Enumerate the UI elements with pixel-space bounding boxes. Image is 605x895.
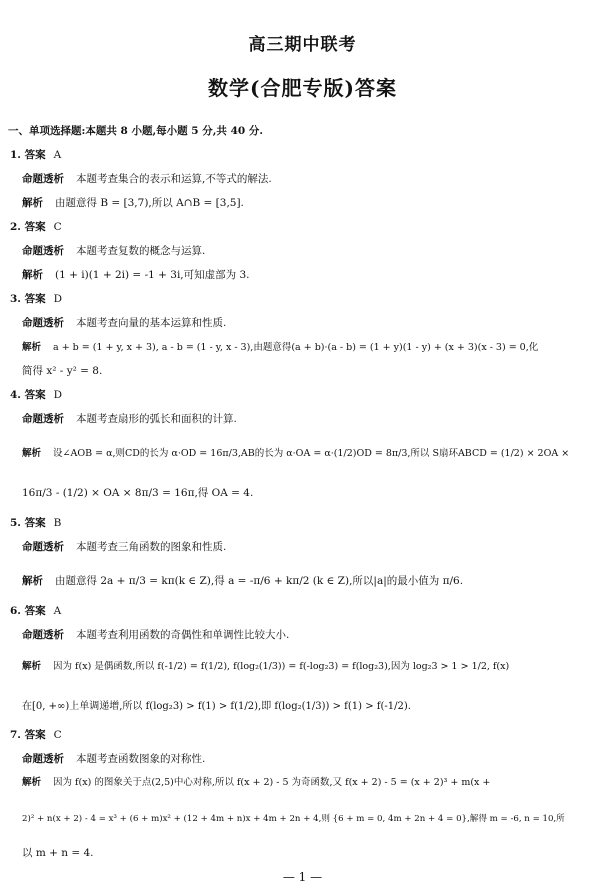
question-3-analysis: 解析 a + b = (1 + y, x + 3), a - b = (1 - y, x - 3),由题意得(a + b)·(a - b) = (1 + y)(1 - y) + (x + 3)(x - 3) = 0,化: [22, 342, 539, 353]
question-1-answer: 1. 答案 A: [10, 149, 62, 161]
question-6-answer: 6. 答案 A: [10, 605, 62, 617]
question-1-intent: 命题透析 本题考查集合的表示和运算,不等式的解法.: [22, 173, 272, 185]
question-7-analysis-continued: 2)² + n(x + 2) - 4 = x³ + (6 + m)x² + (12 + 4m + n)x + 4m + 2n + 4,则 {6 + m = 0, 4m + 2n + 4 = 0},解得 m = -6, n = 10,所: [22, 814, 565, 824]
question-5-intent: 命题透析 本题考查三角函数的图象和性质.: [22, 541, 227, 553]
document-subtitle: 数学(合肥专版)答案: [208, 76, 397, 100]
page-number: — 1 —: [282, 870, 323, 884]
question-4-intent: 命题透析 本题考查扇形的弧长和面积的计算.: [22, 413, 237, 425]
question-3-analysis-continued: 简得 x² - y² = 8.: [22, 365, 103, 377]
question-6-analysis: 解析 因为 f(x) 是偶函数,所以 f(-1/2) = f(1/2), f(log₂(1/3)) = f(-log₂3) = f(log₂3),因为 log₂3 > 1 > 1/2, f(x): [22, 661, 510, 672]
question-3-answer: 3. 答案 D: [10, 293, 63, 305]
question-7-analysis: 解析 因为 f(x) 的图象关于点(2,5)中心对称,所以 f(x + 2) - 5 为奇函数,又 f(x + 2) - 5 = (x + 2)³ + m(x +: [22, 777, 491, 788]
document-title: 高三期中联考: [248, 35, 357, 55]
question-2-analysis: 解析 (1 + i)(1 + 2i) = -1 + 3i,可知虚部为 3.: [22, 269, 250, 281]
question-2-intent: 命题透析 本题考查复数的概念与运算.: [22, 245, 206, 257]
section-heading: 一、单项选择题:本题共 8 小题,每小题 5 分,共 40 分.: [8, 125, 263, 137]
question-1-analysis: 解析 由题意得 B = [3,7),所以 A∩B = [3,5].: [22, 197, 244, 209]
question-5-analysis: 解析 由题意得 2a + π/3 = kπ(k ∈ Z),得 a = -π/6 + kπ/2 (k ∈ Z),所以|a|的最小值为 π/6.: [22, 575, 464, 587]
question-2-answer: 2. 答案 C: [10, 221, 62, 233]
question-4-answer: 4. 答案 D: [10, 389, 63, 401]
question-5-answer: 5. 答案 B: [10, 517, 62, 529]
question-4-analysis-continued: 16π/3 - (1/2) × OA × 8π/3 = 16π,得 OA = 4.: [22, 487, 254, 499]
question-7-analysis-continued-2: 以 m + n = 4.: [22, 847, 94, 859]
question-6-intent: 命题透析 本题考查利用函数的奇偶性和单调性比较大小.: [22, 629, 290, 641]
question-6-analysis-continued: 在[0, +∞)上单调递增,所以 f(log₂3) > f(1) > f(1/2),即 f(log₂(1/3)) > f(1) > f(-1/2).: [22, 701, 411, 712]
question-3-intent: 命题透析 本题考查向量的基本运算和性质.: [22, 317, 227, 329]
question-7-answer: 7. 答案 C: [10, 729, 62, 741]
question-4-analysis: 解析 设∠AOB = α,则CD的长为 α·OD = 16π/3,AB的长为 α·OA = α·(1/2)OD = 8π/3,所以 S扇环ABCD = (1/2) × 2OA ×: [22, 448, 570, 459]
question-7-intent: 命题透析 本题考查函数图象的对称性.: [22, 753, 206, 765]
